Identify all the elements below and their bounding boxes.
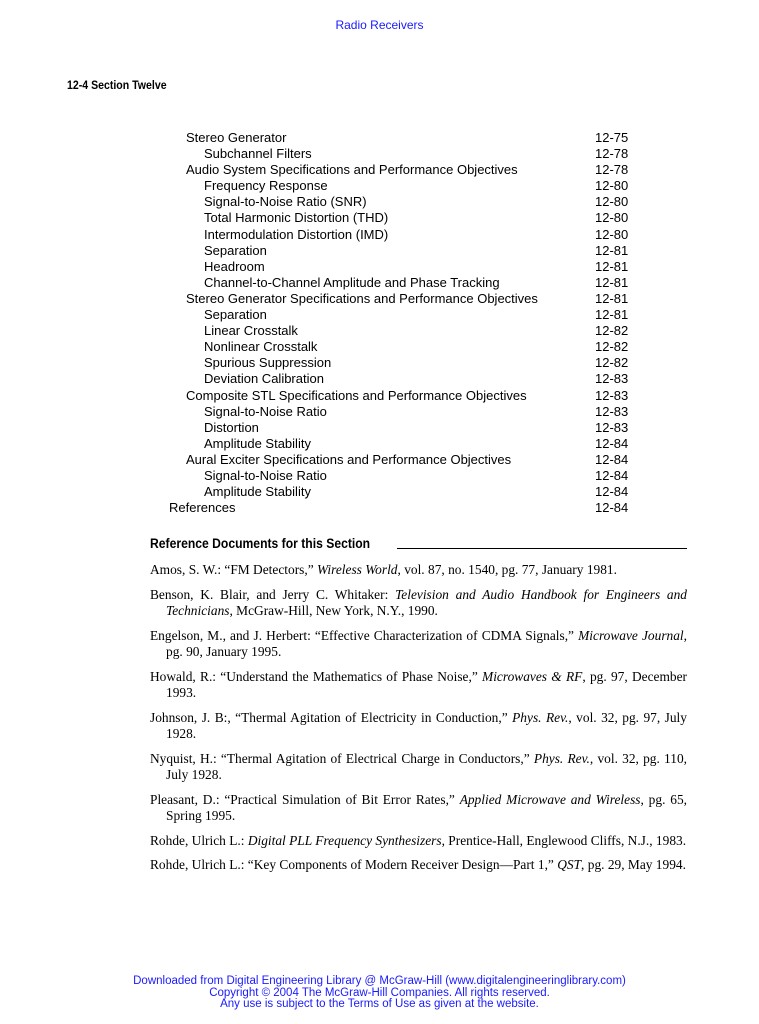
toc-entry-page: 12-82 xyxy=(595,323,629,339)
toc-entry xyxy=(0,243,759,259)
toc-entry-label: Linear Crosstalk xyxy=(204,323,298,339)
reference-text: Amos, S. W.: “FM Detectors,” xyxy=(150,562,318,577)
toc-entry-label: Intermodulation Distortion (IMD) xyxy=(204,226,389,242)
toc-entry-page: 12-83 xyxy=(595,387,629,403)
toc-entry xyxy=(0,146,759,162)
toc-entry-label: Separation xyxy=(204,307,267,323)
reference-section-title: Reference Documents for this Section xyxy=(150,536,371,551)
reference-details: , vol. 32, pg. 110, July 1928. xyxy=(166,750,687,782)
toc-entry xyxy=(0,420,759,436)
reference-text: Benson, K. Blair, and Jerry C. Whitaker: xyxy=(150,586,396,602)
reference-publication: Television and Audio Handbook for Engineers and Technicians xyxy=(166,586,687,618)
toc-entry-label: Signal-to-Noise Ratio xyxy=(204,467,327,483)
reference-details: , vol. 32, pg. 97, July 1928. xyxy=(166,709,687,741)
toc-entry-label: Headroom xyxy=(204,258,265,274)
toc-entry xyxy=(0,355,759,371)
toc-entry-page: 12-84 xyxy=(595,451,629,467)
reference-publication: Wireless World xyxy=(317,562,398,577)
toc-entry-page: 12-81 xyxy=(595,307,629,323)
reference-text: Rohde, Ulrich L.: xyxy=(150,832,248,848)
reference-text: Engelson, M., and J. Herbert: “Effective Characterization of CDMA Signals,” xyxy=(150,627,579,643)
section-heading: 12-4 Section Twelve xyxy=(67,78,167,92)
toc-entry xyxy=(0,436,759,452)
reference-publication: Phys. Rev. xyxy=(533,750,590,766)
toc-entry-page: 12-80 xyxy=(595,226,629,242)
toc-entry-page: 12-83 xyxy=(595,371,629,387)
footer xyxy=(0,976,759,1011)
reference-details: , vol. 87, no. 1540, pg. 77, January 1981. xyxy=(397,562,617,577)
toc-entry xyxy=(0,307,759,323)
table-of-contents xyxy=(0,130,759,516)
reference-details: , pg. 65, Spring 1995. xyxy=(166,791,687,823)
toc-entry-page: 12-83 xyxy=(595,419,629,435)
reference-entry xyxy=(150,857,687,874)
toc-entry xyxy=(0,162,759,178)
reference-entry xyxy=(150,562,687,579)
toc-entry-page: 12-81 xyxy=(595,242,629,258)
toc-entry-page: 12-80 xyxy=(595,210,629,226)
toc-entry xyxy=(0,484,759,500)
reference-entry xyxy=(150,751,687,784)
toc-entry-page: 12-83 xyxy=(595,403,629,419)
toc-entry xyxy=(0,178,759,194)
toc-entry-label: Signal-to-Noise Ratio xyxy=(204,403,327,419)
toc-entry xyxy=(0,468,759,484)
toc-entry xyxy=(0,259,759,275)
heading-rule xyxy=(397,548,687,549)
footer-terms-line[interactable]: Any use is subject to the Terms of Use as given at the website. xyxy=(220,998,539,1010)
toc-entry-page: 12-84 xyxy=(595,435,629,451)
toc-entry-page: 12-81 xyxy=(595,290,629,306)
toc-entry-page: 12-75 xyxy=(595,130,629,145)
reference-entry xyxy=(150,587,687,620)
toc-entry xyxy=(0,194,759,210)
toc-entry xyxy=(0,500,759,516)
toc-entry-label: Subchannel Filters xyxy=(204,146,312,162)
reference-details: , pg. 29, May 1994. xyxy=(581,857,686,872)
toc-entry xyxy=(0,388,759,404)
reference-text: Rohde, Ulrich L.: “Key Components of Modern Receiver Design—Part 1,” xyxy=(150,857,558,872)
reference-publication: QST xyxy=(557,857,582,872)
reference-entry xyxy=(150,833,687,850)
toc-entry-page: 12-78 xyxy=(595,146,629,162)
reference-entry xyxy=(150,710,687,743)
footer-download-line[interactable]: Downloaded from Digital Engineering Library @ McGraw-Hill (www.digitalengineeringlibrary.com) xyxy=(133,975,626,987)
toc-entry-label: References xyxy=(169,500,236,516)
toc-entry-label: Nonlinear Crosstalk xyxy=(204,339,318,355)
toc-entry-label: Composite STL Specifications and Performance Objectives xyxy=(186,387,527,403)
toc-entry-page: 12-81 xyxy=(595,274,629,290)
toc-entry xyxy=(0,227,759,243)
toc-entry-label: Channel-to-Channel Amplitude and Phase Tracking xyxy=(204,274,500,290)
toc-entry xyxy=(0,404,759,420)
toc-entry-page: 12-81 xyxy=(595,258,629,274)
toc-entry-label: Amplitude Stability xyxy=(204,484,311,500)
toc-entry-page: 12-80 xyxy=(595,194,629,210)
reference-entry xyxy=(150,669,687,702)
toc-entry-page: 12-84 xyxy=(595,484,629,500)
reference-publication: Microwaves & RF xyxy=(482,668,583,684)
reference-details: , Prentice-Hall, Englewood Cliffs, N.J., 1983. xyxy=(441,832,687,848)
toc-entry-label: Total Harmonic Distortion (THD) xyxy=(204,210,389,226)
toc-entry-page: 12-82 xyxy=(595,355,629,371)
toc-entry xyxy=(0,323,759,339)
toc-entry-label: Signal-to-Noise Ratio (SNR) xyxy=(204,194,367,210)
reference-entry xyxy=(150,628,687,661)
toc-entry-label: Deviation Calibration xyxy=(204,371,324,387)
reference-text: Johnson, J. B:, “Thermal Agitation of Electricity in Conduction,” xyxy=(150,709,513,725)
toc-entry xyxy=(0,339,759,355)
footer-copyright-line: Copyright © 2004 The McGraw-Hill Companies. All rights reserved. xyxy=(209,986,550,999)
reference-list xyxy=(150,562,687,882)
reference-text: Nyquist, H.: “Thermal Agitation of Electrical Charge in Conductors,” xyxy=(150,750,534,766)
reference-publication: Digital PLL Frequency Synthesizers xyxy=(247,832,442,848)
reference-text: Pleasant, D.: “Practical Simulation of Bit Error Rates,” xyxy=(150,791,460,807)
toc-entry-page: 12-80 xyxy=(595,178,629,194)
toc-entry-page: 12-78 xyxy=(595,162,629,178)
reference-text: Howald, R.: “Understand the Mathematics of Phase Noise,” xyxy=(150,668,483,684)
toc-entry-label: Stereo Generator Specifications and Performance Objectives xyxy=(186,290,538,306)
toc-entry-page: 12-82 xyxy=(595,339,629,355)
toc-entry-page: 12-84 xyxy=(595,467,629,483)
toc-entry-label: Separation xyxy=(204,242,267,258)
reference-publication: Applied Microwave and Wireless xyxy=(459,791,641,807)
toc-entry xyxy=(0,275,759,291)
toc-entry-label: Frequency Response xyxy=(204,178,328,194)
toc-entry xyxy=(0,291,759,307)
running-header: Radio Receivers xyxy=(335,18,424,32)
toc-entry xyxy=(0,371,759,387)
toc-entry-label: Audio System Specifications and Performance Objectives xyxy=(186,162,518,178)
toc-entry-label: Stereo Generator xyxy=(186,130,287,145)
toc-entry-label: Distortion xyxy=(204,419,259,435)
toc-entry xyxy=(0,210,759,226)
reference-details: , McGraw-Hill, New York, N.Y., 1990. xyxy=(229,603,438,618)
toc-entry-label: Spurious Suppression xyxy=(204,355,332,371)
reference-entry xyxy=(150,792,687,825)
toc-entry xyxy=(0,452,759,468)
reference-publication: Microwave Journal xyxy=(578,627,684,643)
toc-entry xyxy=(0,130,759,146)
reference-details: , pg. 97, December 1993. xyxy=(166,668,687,700)
reference-details: , pg. 90, January 1995. xyxy=(166,627,688,659)
reference-publication: Phys. Rev. xyxy=(512,709,569,725)
toc-entry-page: 12-84 xyxy=(595,500,629,516)
toc-entry-label: Amplitude Stability xyxy=(204,435,311,451)
toc-entry-label: Aural Exciter Specifications and Performance Objectives xyxy=(186,451,512,467)
